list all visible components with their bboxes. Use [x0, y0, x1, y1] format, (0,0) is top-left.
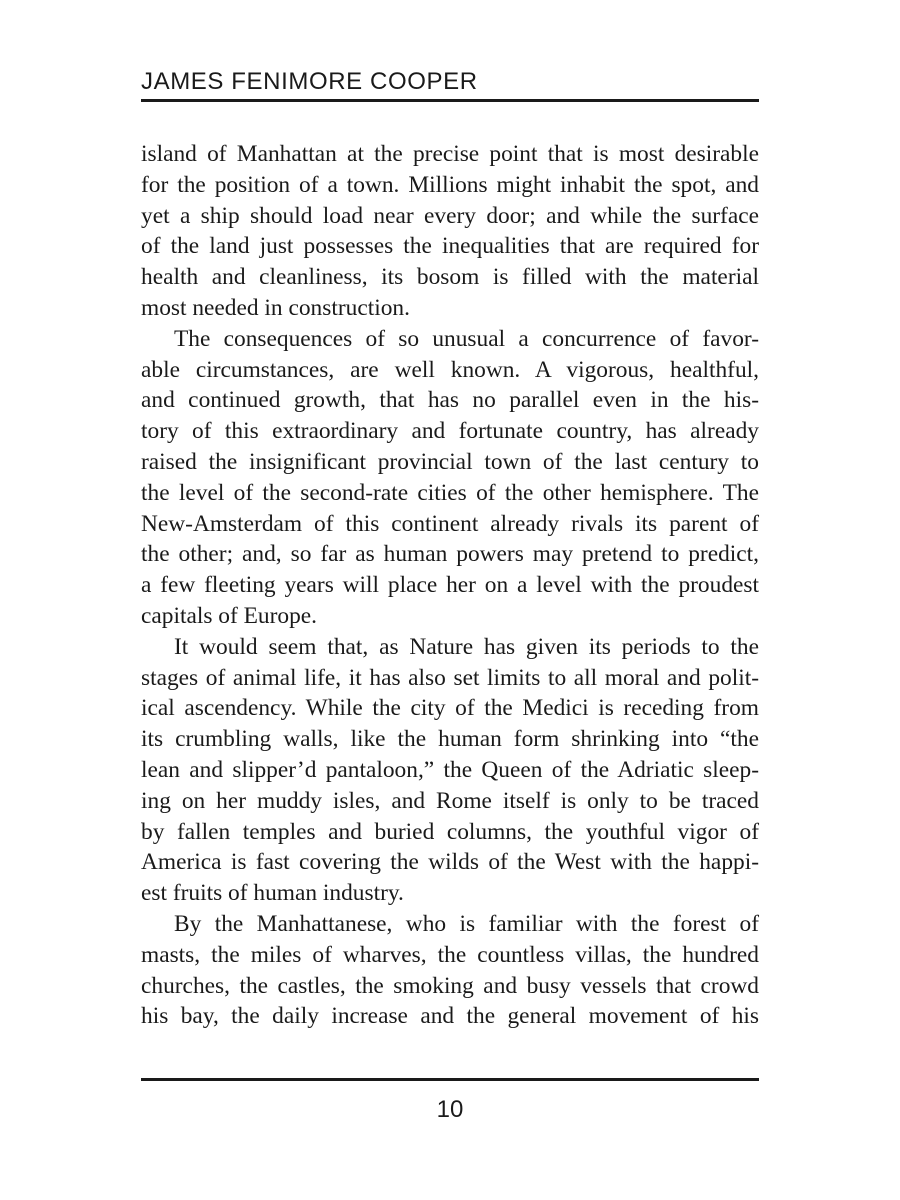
running-head-author: JAMES FENIMORE COOPER	[141, 68, 478, 95]
text-line: ing on her muddy isles, and Rome itself is only to be traced	[141, 787, 759, 814]
paragraph	[141, 909, 759, 1032]
text-line: The consequences of so unusual a concurrence of favor-	[174, 325, 759, 352]
text-line: health and cleanliness, its bosom is filled with the material	[141, 264, 759, 291]
text-line: churches, the castles, the smoking and busy vessels that crowd	[141, 972, 759, 999]
paragraph	[141, 139, 759, 324]
body-text	[141, 139, 759, 1032]
footer-rule	[141, 1078, 759, 1081]
text-line: America is fast covering the wilds of the West with the happi-	[141, 849, 759, 876]
text-line: ical ascendency. While the city of the Medici is receding from	[141, 695, 759, 722]
text-line: the level of the second-rate cities of the other hemisphere. The	[141, 479, 759, 506]
text-line: a few fleeting years will place her on a level with the proudest	[141, 572, 759, 599]
text-line: and continued growth, that has no parallel even in the his-	[141, 387, 759, 414]
page-number: 10	[436, 1096, 464, 1123]
text-line: capitals of Europe.	[141, 602, 318, 629]
header-rule	[141, 99, 759, 102]
text-line: by fallen temples and buried columns, the youthful vigor of	[141, 818, 759, 845]
text-line: most needed in construction.	[141, 294, 410, 321]
text-line: By the Manhattanese, who is familiar with the forest of	[174, 910, 759, 937]
text-line: yet a ship should load near every door; and while the surface	[141, 202, 759, 229]
text-line: lean and slipper’d pantaloon,” the Queen of the Adriatic sleep-	[141, 756, 759, 783]
text-line: its crumbling walls, like the human form shrinking into “the	[141, 726, 759, 753]
text-line: able circumstances, are well known. A vigorous, healthful,	[141, 356, 759, 383]
text-line: stages of animal life, it has also set limits to all moral and polit-	[141, 664, 759, 691]
paragraph	[141, 632, 759, 909]
text-line: the other; and, so far as human powers may pretend to predict,	[141, 541, 759, 568]
text-line: It would seem that, as Nature has given its periods to the	[174, 633, 759, 660]
text-line: est fruits of human industry.	[141, 880, 404, 907]
text-line: tory of this extraordinary and fortunate country, has already	[141, 418, 759, 445]
text-line: of the land just possesses the inequalities that are required for	[141, 233, 759, 260]
text-line: for the position of a town. Millions might inhabit the spot, and	[141, 171, 759, 198]
text-line: island of Manhattan at the precise point that is most desirable	[141, 141, 759, 167]
text-line: masts, the miles of wharves, the countless villas, the hundred	[141, 941, 759, 968]
paragraph	[141, 324, 759, 632]
text-line: raised the insignificant provincial town of the last century to	[141, 448, 759, 475]
text-line: New-Amsterdam of this continent already rivals its parent of	[141, 510, 759, 537]
text-line: his bay, the daily increase and the general movement of his	[141, 1003, 759, 1030]
